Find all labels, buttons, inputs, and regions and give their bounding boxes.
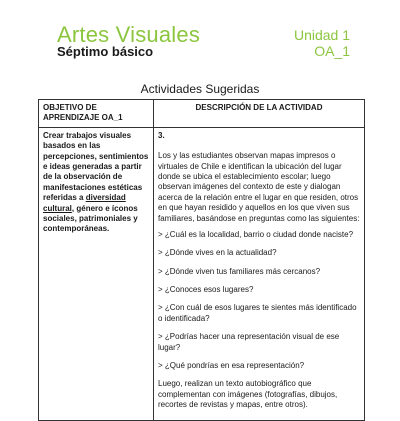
activity-intro: Los y las estudiantes observan mapas impresos o virtuales de Chile e identifican la ubicación del lugar donde se ubica el establecimiento escolar; luego observan imágenes del contexto de este y dialogan acerca de la relación entre el lugar en que residen, otros en que hayan residido y aquellos en los que viven sus familiares, basándose en preguntas como las siguientes: (158, 151, 360, 223)
objective-underlined-term: diversidad cultural (43, 193, 126, 213)
objective-cell (39, 127, 154, 420)
objective-column-header: OBJETIVO DE APRENDIZAJE OA_1 (39, 100, 154, 128)
activities-table (38, 99, 365, 421)
description-column-header: DESCRIPCIÓN DE LA ACTIVIDAD (154, 100, 365, 128)
grade-subtitle: Séptimo básico (57, 44, 154, 59)
objective-text-part1: Crear trabajos visuales basados en las percepciones, sentimientos e ideas generadas a partir de la observación de manifestaciones estéticas referidas a (43, 130, 149, 203)
document-title: Artes Visuales (57, 22, 201, 47)
question-item: > ¿Conoces esos lugares? (158, 285, 254, 295)
question-item: > ¿Podrías hacer una representación visual de ese lugar? (158, 332, 340, 352)
objective-text-part2: , género e íconos sociales, patrimoniales y contemporáneas. (43, 203, 138, 234)
activity-closing: Luego, realizan un texto autobiográfico que complementan con imágenes (fotografías, dibujos, recortes de revistas y mapas, entre otros). (158, 379, 338, 410)
objective-text (43, 131, 149, 235)
question-item: > ¿Cuál es la localidad, barrio o ciudad donde naciste? (158, 229, 354, 239)
oa-label: OA_1 (314, 43, 350, 59)
unit-label: Unidad 1 (293, 27, 350, 43)
question-item: > ¿Dónde vives en la actualidad? (158, 248, 277, 258)
question-item: > ¿Dónde viven tus familiares más cercanos? (158, 266, 321, 276)
table-row (39, 127, 365, 420)
question-item: > ¿Qué pondrías en esa representación? (158, 361, 305, 371)
section-title: Actividades Sugeridas (140, 82, 260, 96)
activity-number: 3. (158, 130, 165, 140)
table-header-row (39, 100, 365, 128)
question-item: > ¿Con cuál de esos lugares te sientes más identificado o identificada? (158, 303, 357, 323)
activity-description-cell (154, 127, 365, 420)
